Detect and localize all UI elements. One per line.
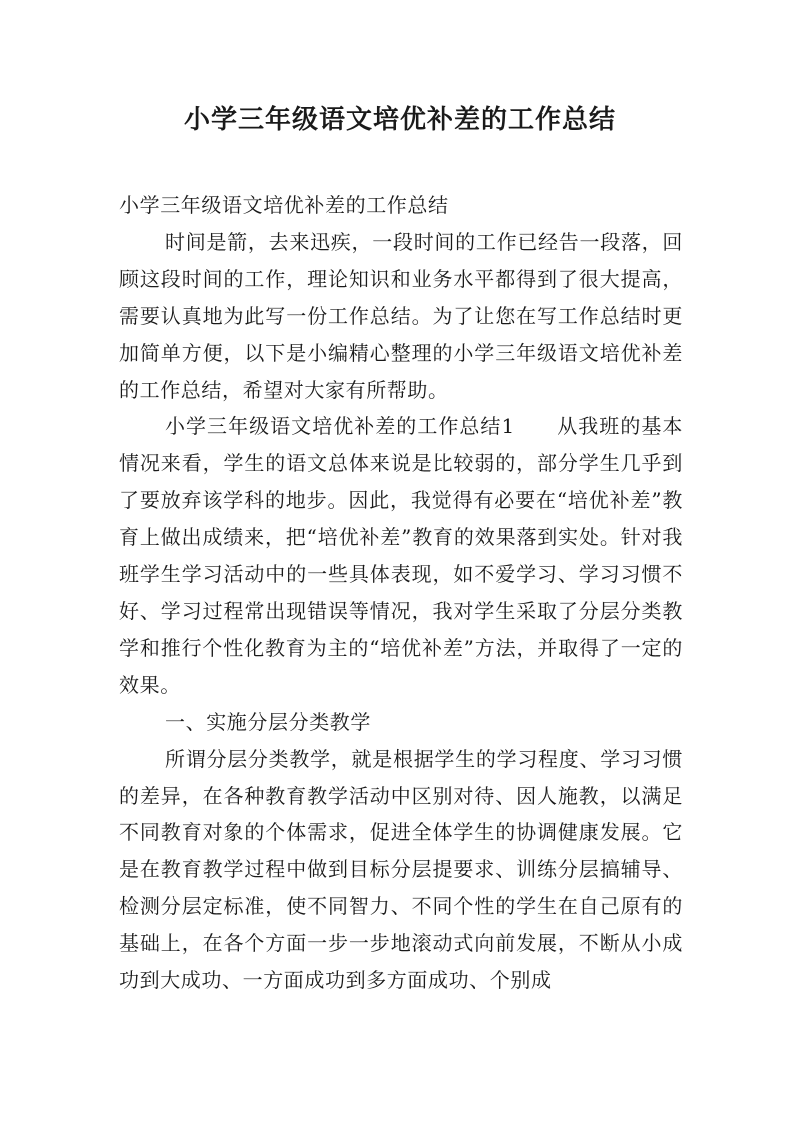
- section-paragraph: 所谓分层分类教学，就是根据学生的学习程度、学习习惯的差异，在各种教育教学活动中区别对待、因人施教，以满足不同教育对象的个体需求，促进全体学生的协调健康发展。它是在教育教学过程中做到目标分层提要求、训练分层搞辅导、检测分层定标准，使不同智力、不同个性的学生在自己原有的基础上，在各个方面一步一步地滚动式向前发展，不断从小成功到大成功、一方面成功到多方面成功、个别成: [119, 746, 683, 993]
- document-title: 小学三年级语文培优补差的工作总结: [183, 105, 616, 135]
- subtitle-paragraph: 小学三年级语文培优补差的工作总结: [119, 193, 449, 217]
- summary-one-paragraph: 小学三年级语文培优补差的工作总结1 从我班的基本情况来看，学生的语文总体来说是比较弱的，部分学生几乎到了要放弃该学科的地步。因此，我觉得有必要在“培优补差”教育上做出成绩来，把“培优补差”教育的效果落到实处。针对我班学生学习活动中的一些具体表现，如不爱学习、学习习惯不好、学习过程常出现错误等情况，我对学生采取了分层分类教学和推行个性化教育为主的“培优补差”方法，并取得了一定的效果。: [119, 414, 683, 697]
- section-heading: 一、实施分层分类教学: [165, 709, 371, 734]
- intro-paragraph: 时间是箭，去来迅疾，一段时间的工作已经告一段落，回顾这段时间的工作，理论知识和业务水平都得到了很大提高，需要认真地为此写一份工作总结。为了让您在写工作总结时更加简单方便，以下是小编精心整理的小学三年级语文培优补差的工作总结，希望对大家有所帮助。: [119, 229, 683, 402]
- document-body: [119, 187, 683, 999]
